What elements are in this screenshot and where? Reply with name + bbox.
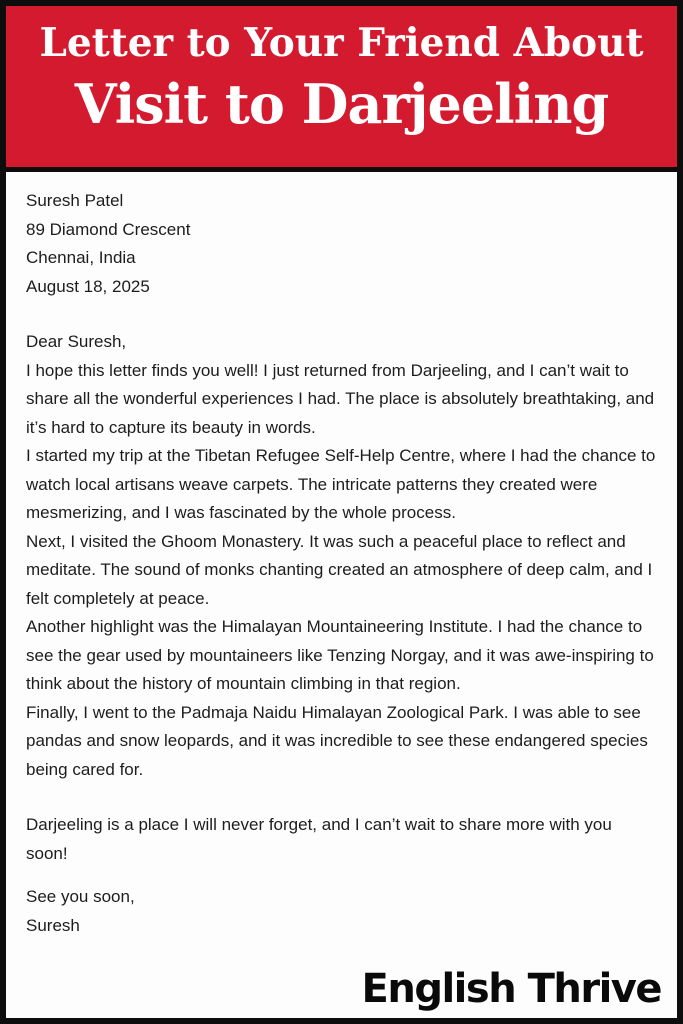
- letter-paragraph: Finally, I went to the Padmaja Naidu Himalayan Zoological Park. I was able to see pandas and snow leopards, and it was incredible to see these endangered species being cared for.: [26, 702, 648, 779]
- letter-paragraph: Next, I visited the Ghoom Monastery. It was such a peaceful place to reflect and meditate. The sound of monks chanting created an atmosphere of deep calm, and I felt completely at peace.: [26, 531, 653, 608]
- english-thrive-wordmark: English Thrive: [361, 966, 661, 1012]
- sender-name: Suresh Patel: [26, 191, 124, 210]
- signoff: See you soon,: [26, 887, 135, 906]
- sender-address-line1: 89 Diamond Crescent: [26, 219, 191, 239]
- salutation: Dear Suresh,: [26, 332, 127, 351]
- letter-paragraph: I hope this letter finds you well! I just returned from Darjeeling, and I can’t wait to share all the wonderful experiences I had. The place is absolutely breathtaking, and it’s hard to capture its beauty in words.: [26, 360, 655, 437]
- closing-paragraph: Darjeeling is a place I will never forget, and I can’t wait to share more with you soon!: [26, 815, 612, 863]
- sender-address-block: [26, 187, 657, 301]
- sender-address-line2: Chennai, India: [26, 248, 136, 267]
- title-banner: [6, 6, 677, 172]
- letter-paragraph: I started my trip at the Tibetan Refugee Self-Help Centre, where I had the chance to watch local artisans weave carpets. The intricate patterns they created were mesmerizing, and I was fascinated by the whole process.: [26, 446, 656, 522]
- signature-name: Suresh: [26, 915, 80, 935]
- banner-title-line2: Visit to Darjeeling: [74, 71, 609, 136]
- letter-body: [6, 172, 677, 940]
- banner-title-line1: Letter to Your Friend About: [39, 20, 644, 66]
- letter-paragraph: Another highlight was the Himalayan Mountaineering Institute. I had the chance to see the gear used by mountaineers like Tenzing Norgay, and it was awe-inspiring to think about the history of mountain climbing in that region.: [26, 617, 654, 693]
- letter-date: August 18, 2025: [26, 276, 150, 296]
